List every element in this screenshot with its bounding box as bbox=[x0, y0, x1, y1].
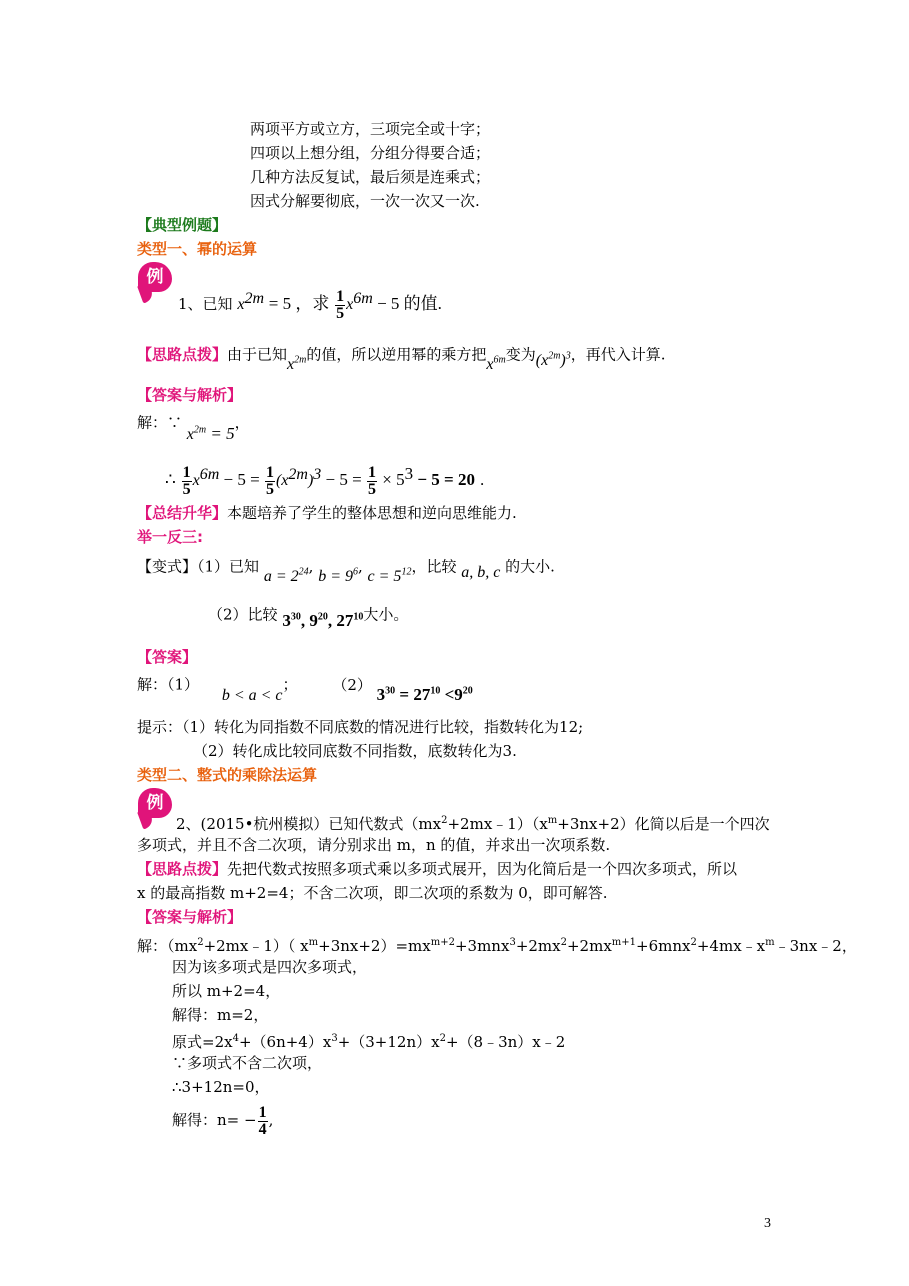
math-b: $b = 9^6$ bbox=[318, 567, 358, 586]
answer-3-line-1: 解：$(mx^2+2mx﹣1)$（ $x^m+3nx+2)=mx^{m+2}+3mnx^3+2mx^2+2mx^{m+1}+6mnx^2+4mx﹣x^m﹣3nx﹣2$， bbox=[137, 937, 857, 955]
hint-text: 变为 bbox=[505, 345, 536, 364]
answer-3-line-4: 解得：m=2， bbox=[172, 1006, 269, 1024]
example-badge-1: 例 bbox=[138, 262, 172, 292]
answer-3-line-2: 因为该多项式是四次多项式， bbox=[172, 958, 368, 976]
poem-line-2: 四项以上想分组，分组分得要合适； bbox=[250, 144, 491, 162]
math-x: x bbox=[237, 296, 245, 313]
solution-text: , bbox=[268, 1111, 274, 1129]
answer-text: ， bbox=[234, 413, 250, 432]
tip-1: 提示：（1）转化为同指数不同底数的情况进行比较，指数转化为12; bbox=[137, 718, 584, 736]
math-c: $c = 5^{12}$ bbox=[367, 567, 412, 586]
summary bbox=[137, 502, 517, 524]
summary-label: 【总结升华】 bbox=[137, 504, 228, 522]
answer-text: ； bbox=[282, 675, 298, 694]
answer-3-line-8 bbox=[172, 1100, 273, 1140]
poem-line-4: 因式分解要彻底，一次一次又一次. bbox=[250, 192, 480, 210]
summary-text: 本题培养了学生的整体思想和逆向思维能力. bbox=[227, 504, 517, 522]
math-result-1: b < a < c bbox=[221, 686, 283, 704]
math-abc: a, b, c bbox=[461, 564, 501, 582]
math-exp: 2 bbox=[441, 815, 448, 826]
hint-text: 由于已知 bbox=[227, 345, 288, 364]
answer-3-line-3: 所以 m+2=4， bbox=[172, 982, 281, 1000]
answer-heading-2: 【答案】 bbox=[137, 648, 198, 666]
math-op: × 5 bbox=[377, 470, 405, 489]
page-number: 3 bbox=[764, 1216, 771, 1231]
ex2-text: +2mx﹣1）（x bbox=[447, 815, 548, 833]
math-exp: 3 bbox=[404, 464, 414, 483]
fraction-1-4: $\frac{1}{4}$ bbox=[258, 1103, 267, 1138]
therefore-symbol: ∴ bbox=[165, 470, 176, 489]
hint-text: 的值，所以逆用幂的乘方把 bbox=[306, 345, 487, 364]
poem-line-3: 几种方法反复试，最后须是连乘式； bbox=[250, 168, 491, 186]
math-dot: . bbox=[474, 471, 485, 489]
answer-1-line-2 bbox=[165, 454, 485, 501]
variant-label: 【变式】 bbox=[137, 557, 198, 576]
math-power: $(x^{2m})^3$ bbox=[535, 351, 571, 370]
math-op: − 5 = bbox=[321, 470, 366, 489]
ex2-text: +3nx+2）化简以后是一个四次 bbox=[557, 815, 770, 833]
answer-3-line-7: ∴3+12n=0， bbox=[172, 1078, 270, 1096]
variant-2 bbox=[208, 600, 409, 630]
math-x: $x^{6m}$ bbox=[486, 355, 506, 374]
math-exp: 2m bbox=[288, 466, 308, 483]
answer-heading-1: 【答案与解析】 bbox=[137, 386, 243, 404]
variant-text: 大小。 bbox=[363, 605, 409, 624]
answer-3-line-5: 原式$=2x^4+(6n+4)x^3+(3+12n)x^2+(8﹣3n)x﹣2$ bbox=[172, 1033, 566, 1051]
ex2-text: 2、(2015•杭州模拟）已知代数式（mx bbox=[176, 815, 442, 833]
answer-3-line-6: ∵多项式不含二次项， bbox=[172, 1054, 323, 1072]
math-op: − 5 = bbox=[219, 470, 264, 489]
math-paren: ) bbox=[307, 472, 314, 489]
variant-text: 的大小. bbox=[500, 557, 555, 576]
math-exp: 2m bbox=[244, 290, 264, 307]
math-exp: 6m bbox=[199, 466, 220, 483]
practice-heading: 举一反三: bbox=[137, 528, 203, 546]
hint-label: 【思路点拨】 bbox=[137, 345, 228, 364]
math-exp: 6m bbox=[353, 290, 373, 307]
answer-text: （2） bbox=[332, 675, 372, 694]
fraction-1-5: $\frac{1}{5}$ bbox=[367, 463, 376, 498]
example-1-question bbox=[178, 284, 442, 322]
math-x: $x^{2m}$ bbox=[287, 355, 307, 374]
variant-text: ，比较 bbox=[411, 557, 457, 576]
hint-text: ，再代入计算. bbox=[570, 345, 666, 364]
example-badge-2: 例 bbox=[138, 788, 172, 818]
math-x: x bbox=[346, 296, 354, 313]
answer-text: 解：（1） bbox=[137, 675, 200, 694]
type1-heading: 类型一、幂的运算 bbox=[137, 240, 258, 258]
math-x: (x bbox=[275, 472, 289, 489]
ex1-text: 1、已知 bbox=[178, 295, 233, 313]
variant-text: （1）已知 bbox=[197, 557, 260, 576]
fraction-1-5: $\frac{1}{5}$ bbox=[182, 463, 191, 498]
hint-label: 【思路点拨】 bbox=[137, 860, 228, 878]
fraction-1-5: $\frac{1}{5}$ bbox=[336, 287, 345, 322]
section-heading-examples: 【典型例题】 bbox=[137, 216, 228, 234]
solution-text: 解得：n= − bbox=[172, 1111, 257, 1129]
fraction-1-5: $\frac{1}{5}$ bbox=[265, 463, 274, 498]
variant-text: （2）比较 bbox=[208, 605, 278, 624]
example-2-line-1 bbox=[176, 810, 770, 835]
math-powers: $3^{30}$, $9^{20}$, $27^{10}$ bbox=[282, 610, 364, 630]
variant-1: 【变式】（1）已知 $a = 2^{24}$, $b = 9^6$, $c = 5^{12}$，比较 a, b, c 的大小. bbox=[137, 557, 555, 586]
answer-1-line-1 bbox=[137, 408, 250, 444]
answer-heading-3: 【答案与解析】 bbox=[137, 908, 243, 926]
math-eq: $x^{2m} = 5$ bbox=[186, 424, 235, 444]
math-a: $a = 2^{24}$ bbox=[263, 567, 309, 586]
poem-line-1: 两项平方或立方，三项完全或十字； bbox=[250, 120, 491, 138]
hint-text: 先把代数式按照多项式乘以多项式展开，因为化简后是一个四次多项式，所以 bbox=[227, 860, 738, 878]
math-exp: 3 bbox=[313, 466, 322, 483]
hint-2-line-2: x 的最高指数 m+2=4；不含二次项，即二次项的系数为 0，即可解答. bbox=[137, 884, 608, 902]
ex1-text3: − 5 的值. bbox=[372, 294, 442, 313]
math-exp: m bbox=[547, 815, 558, 826]
ex1-text2: = 5 ，求 bbox=[268, 294, 330, 313]
type2-heading: 类型二、整式的乘除法运算 bbox=[137, 766, 318, 784]
tip-2: （2）转化成比较同底数不同指数，底数转化为3. bbox=[193, 742, 517, 760]
example-2-line-2: 多项式，并且不含二次项，请分别求出 m，n 的值，并求出一次项系数. bbox=[137, 836, 611, 854]
math-result-2: $3^{30} = 27^{10} <9^{20}$ bbox=[376, 684, 473, 704]
answer-text: 解：∵ bbox=[137, 413, 183, 432]
hint-1 bbox=[137, 340, 666, 374]
math-result: − 5 = 20 bbox=[413, 470, 475, 489]
math-x: x bbox=[192, 472, 200, 489]
answer-2-line bbox=[137, 670, 473, 704]
hint-2-line-1 bbox=[137, 858, 737, 880]
